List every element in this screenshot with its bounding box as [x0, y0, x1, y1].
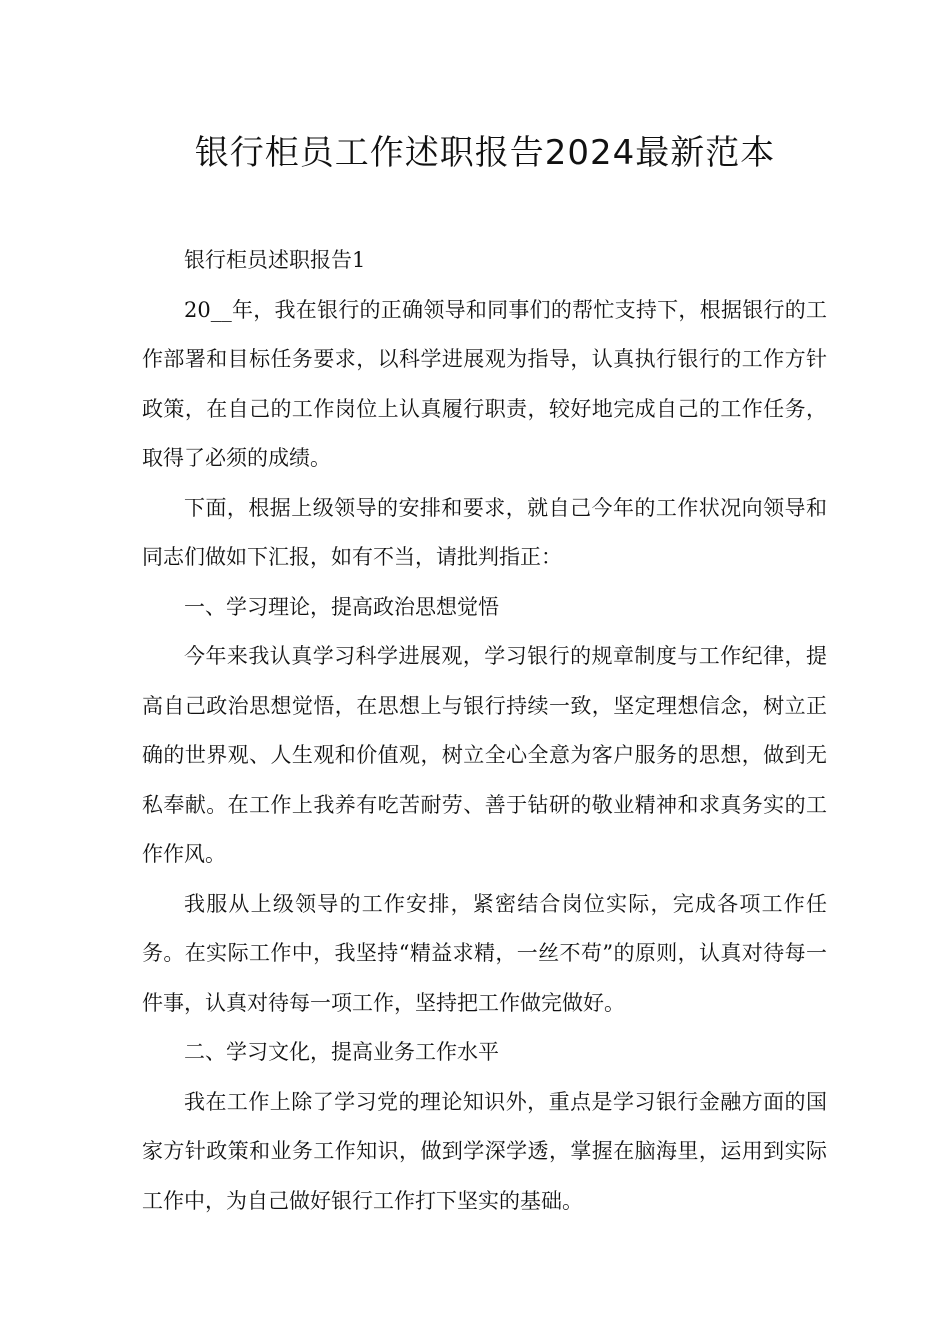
paragraph: 20__年，我在银行的正确领导和同事们的帮忙支持下，根据银行的工作部署和目标任务要求，以科学进展观为指导，认真执行银行的工作方针政策，在自己的工作岗位上认真履行职责，较好地完成自己的工作任务，取得了必须的成绩。 — [142, 297, 827, 470]
document-body — [142, 236, 827, 1226]
section-heading: 一、学习理论，提高政治思想觉悟 — [184, 594, 499, 619]
document-title: 银行柜员工作述职报告2024最新范本 — [194, 133, 776, 173]
section-heading: 银行柜员述职报告1 — [184, 248, 366, 272]
section-heading: 二、学习文化，提高业务工作水平 — [184, 1040, 499, 1064]
paragraph: 今年来我认真学习科学进展观，学习银行的规章制度与工作纪律，提高自己政治思想觉悟，在思想上与银行持续一致，坚定理想信念，树立正确的世界观、人生观和价值观，树立全心全意为客户服务的思想，做到无私奉献。在工作上我养有吃苦耐劳、善于钻研的敬业精神和求真务实的工作作风。 — [142, 644, 827, 866]
paragraph: 我在工作上除了学习党的理论知识外，重点是学习银行金融方面的国家方针政策和业务工作知识，做到学深学透，掌握在脑海里，运用到实际工作中，为自己做好银行工作打下坚实的基础。 — [142, 1089, 827, 1213]
paragraph: 我服从上级领导的工作安排，紧密结合岗位实际，完成各项工作任务。在实际工作中，我坚持“精益求精，一丝不苟”的原则，认真对待每一件事，认真对待每一项工作，坚持把工作做完做好。 — [142, 891, 827, 1015]
paragraph: 下面，根据上级领导的安排和要求，就自己今年的工作状况向领导和同志们做如下汇报，如有不当，请批判指正： — [142, 495, 827, 569]
